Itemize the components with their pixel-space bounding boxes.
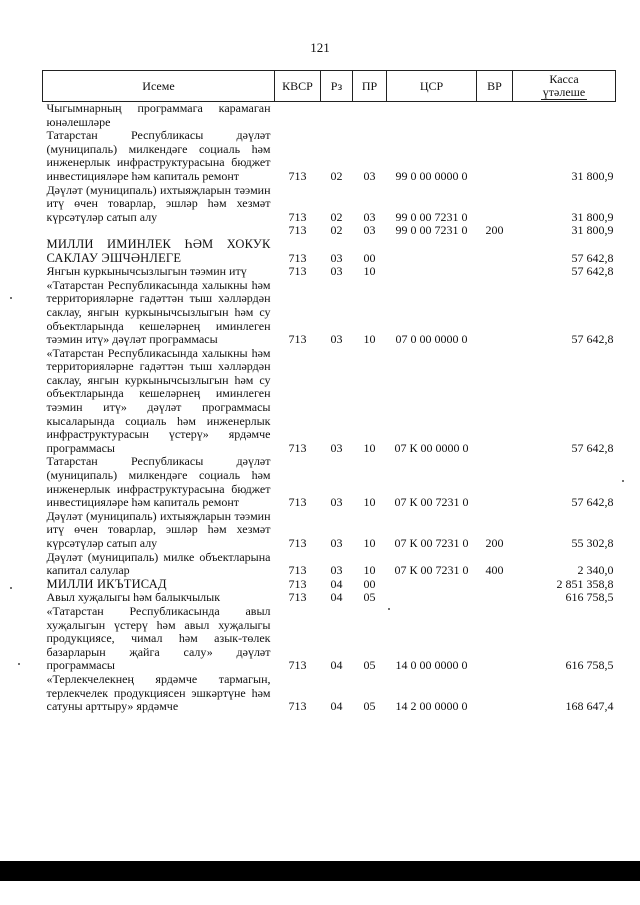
row-pr <box>353 102 387 130</box>
row-kvsr: 713 <box>288 576 307 591</box>
table-row <box>43 551 616 578</box>
row-rz: 03 <box>330 264 343 279</box>
row-csr: 07 К 00 7231 0 <box>394 536 469 550</box>
row-pr: 10 <box>363 332 376 347</box>
row-vr <box>477 265 513 279</box>
row-kvsr: 713 <box>288 440 307 455</box>
row-rz: 04 <box>330 658 343 673</box>
row-name: Янгын куркынычсызлыгын тәэмин итү <box>46 264 247 279</box>
row-name: Дәүләт (муниципаль) ихтыяҗларын тәэмин итү өчен товарлар, эшләр һәм хезмәт күрсәтүләр сатып алу <box>46 508 271 550</box>
table-row <box>43 184 616 225</box>
row-pr: 10 <box>363 536 376 550</box>
header-kassa-line2: үтәлеше <box>542 85 586 99</box>
row-pr: 05 <box>363 590 376 605</box>
row-name: Дәүләт (муниципаль) ихтыяҗларын тәэмин итү өчен товарлар, эшләр һәм хезмәт күрсәтүләр сатып алу <box>46 182 271 224</box>
row-rz: 04 <box>330 576 343 591</box>
budget-table <box>42 70 616 714</box>
row-kvsr <box>275 102 321 130</box>
row-name: Татарстан Республикасы дәүләт (муниципаль) милкендәге социаль һәм инженерлык инфраструктурасына бюджет инвестицияләре һәм капиталь ремонт <box>46 128 271 183</box>
row-rz <box>321 102 353 130</box>
header-kassa-line1: Касса <box>549 72 579 86</box>
row-vr <box>477 605 513 673</box>
header-name: Исеме <box>43 71 275 102</box>
row-amount: 57 642,8 <box>571 495 614 510</box>
row-amount: 616 758,5 <box>565 590 614 605</box>
margin-mark <box>10 587 12 589</box>
row-kvsr: 713 <box>288 168 307 183</box>
row-name: Татарстан Республикасы дәүләт (муниципаль) милкендәге социаль һәм инженерлык инфраструктурасына бюджет инвестицияләре һәм капиталь ремонт <box>46 454 271 510</box>
row-name <box>43 224 275 238</box>
row-kvsr: 713 <box>288 223 307 238</box>
row-kvsr: 713 <box>288 699 307 714</box>
row-vr <box>477 279 513 347</box>
row-name: «Татарстан Республикасында халыкны һәм территорияләрне гадәттән тыш хәлләрдән саклау, янгын куркынычсызлыгын һәм су объектларында кешеләрнең иминлеген тәэмин итү» дәүләт программасы <box>46 277 271 347</box>
row-csr <box>387 265 477 279</box>
row-name: Дәүләт (муниципаль) милке объектларына капитал салулар <box>46 549 271 578</box>
row-kvsr: 713 <box>288 563 307 578</box>
row-amount: 2 340,0 <box>577 563 614 578</box>
row-rz: 03 <box>330 440 343 455</box>
row-vr <box>477 591 513 605</box>
row-rz: 02 <box>330 168 343 183</box>
table-header-row <box>43 71 616 102</box>
row-vr: 400 <box>485 563 504 578</box>
row-name: МИЛЛИ ИМИНЛЕК ҺӘМ ХОКУК САКЛАУ ЭШЧӘНЛЕГЕ <box>46 236 271 265</box>
row-pr: 03 <box>363 209 376 224</box>
row-vr <box>477 238 513 265</box>
row-amount <box>513 102 616 130</box>
row-csr: 07 К 00 7231 0 <box>394 563 469 578</box>
row-amount: 57 642,8 <box>571 440 614 455</box>
header-kvsr: КВСР <box>275 71 321 102</box>
row-vr: 200 <box>485 536 504 550</box>
row-kvsr: 713 <box>288 590 307 605</box>
row-csr <box>387 591 477 605</box>
row-vr <box>477 578 513 592</box>
row-kvsr: 713 <box>288 250 307 265</box>
table-row <box>43 347 616 456</box>
row-amount: 616 758,5 <box>565 658 614 673</box>
table-row <box>43 591 616 605</box>
row-rz: 02 <box>330 223 343 238</box>
row-amount: 55 302,8 <box>571 536 614 550</box>
row-amount: 31 800,9 <box>571 168 614 183</box>
row-rz: 04 <box>330 590 343 605</box>
row-name: МИЛЛИ ИКЪТИСАД <box>46 576 167 591</box>
table-row <box>43 102 616 130</box>
row-csr: 07 К 00 0000 0 <box>394 440 469 455</box>
row-amount: 31 800,9 <box>571 209 614 224</box>
margin-mark <box>10 297 12 299</box>
row-name: «Терлекчелекнең ярдәмче тармагын, терлекчелек продукциясен эшкәртүне һәм сатуны арттыру» ярдәмче <box>46 671 271 714</box>
row-csr: 07 К 00 7231 0 <box>394 495 469 510</box>
row-kvsr: 713 <box>288 332 307 347</box>
page-number: 121 <box>310 40 330 55</box>
row-vr <box>477 184 513 225</box>
row-csr: 99 0 00 7231 0 <box>395 209 468 224</box>
row-pr: 03 <box>363 168 376 183</box>
row-vr <box>477 347 513 456</box>
row-csr: 07 0 00 0000 0 <box>395 332 468 347</box>
row-rz: 03 <box>330 250 343 265</box>
row-csr <box>387 578 477 592</box>
table-row <box>43 279 616 347</box>
row-pr: 05 <box>363 699 376 714</box>
row-pr: 03 <box>363 223 376 238</box>
margin-mark <box>388 608 390 610</box>
row-csr: 99 0 00 0000 0 <box>395 168 468 183</box>
table-row <box>43 673 616 714</box>
row-vr <box>477 455 513 509</box>
table-row <box>43 238 616 265</box>
row-pr: 00 <box>363 250 376 265</box>
row-kvsr: 713 <box>288 209 307 224</box>
row-csr: 14 2 00 0000 0 <box>395 699 468 714</box>
row-rz: 02 <box>330 209 343 224</box>
table-row <box>43 129 616 183</box>
row-vr <box>477 673 513 714</box>
row-amount: 31 800,9 <box>571 223 614 238</box>
row-csr: 14 0 00 0000 0 <box>395 658 468 673</box>
row-name: Чыгымнарның программага карамаган юнәлешләре <box>46 101 271 129</box>
header-rz: Рз <box>321 71 353 102</box>
table-row <box>43 510 616 551</box>
row-name: «Татарстан Республикасында авыл хуҗалыгын үстерү һәм авыл хуҗалыгы продукциясе, чимал һәм азык-төлек базарларын җайга салу» дәүләт программасы <box>46 603 271 673</box>
header-vr: ВР <box>477 71 513 102</box>
table-row <box>43 605 616 673</box>
margin-mark <box>622 480 624 482</box>
row-amount: 57 642,8 <box>571 250 614 265</box>
table-row <box>43 455 616 509</box>
row-pr: 10 <box>363 440 376 455</box>
row-name: «Татарстан Республикасында халыкны һәм территорияләрне гадәттән тыш хәлләрдән саклау, янгын куркынычсызлыгын һәм су объектларында кешеләрнең иминлеген тәэмин итү» дәүләт программасы кысаларында социаль һәм инженерлык инфраструктурасын үстерү» ярдәмче программасы <box>46 345 271 455</box>
row-amount: 168 647,4 <box>565 699 614 714</box>
row-amount: 57 642,8 <box>571 264 614 279</box>
table-row <box>43 578 616 592</box>
row-pr: 00 <box>363 576 376 591</box>
header-kassa <box>513 71 616 102</box>
header-pr: ПР <box>353 71 387 102</box>
row-csr <box>387 102 477 130</box>
row-kvsr: 713 <box>288 264 307 279</box>
row-kvsr: 713 <box>288 658 307 673</box>
row-amount: 2 851 358,8 <box>556 576 614 591</box>
table-row <box>43 224 616 238</box>
row-rz: 03 <box>330 332 343 347</box>
scan-edge-bar <box>0 861 640 881</box>
row-rz: 03 <box>330 536 343 550</box>
table-row <box>43 265 616 279</box>
row-csr <box>387 238 477 265</box>
row-vr: 200 <box>485 223 504 238</box>
row-pr: 10 <box>363 495 376 510</box>
row-pr: 10 <box>363 563 376 578</box>
row-pr: 05 <box>363 658 376 673</box>
row-rz: 03 <box>330 495 343 510</box>
row-name: Авыл хуҗалыгы һәм балыкчылык <box>46 590 221 605</box>
row-vr <box>477 129 513 183</box>
row-csr: 99 0 00 7231 0 <box>395 223 468 238</box>
header-csr: ЦСР <box>387 71 477 102</box>
margin-mark <box>18 663 20 665</box>
row-pr: 10 <box>363 264 376 279</box>
row-amount: 57 642,8 <box>571 332 614 347</box>
row-vr <box>477 102 513 130</box>
row-rz: 04 <box>330 699 343 714</box>
row-kvsr: 713 <box>288 495 307 510</box>
row-kvsr: 713 <box>288 536 307 550</box>
row-rz: 03 <box>330 563 343 578</box>
